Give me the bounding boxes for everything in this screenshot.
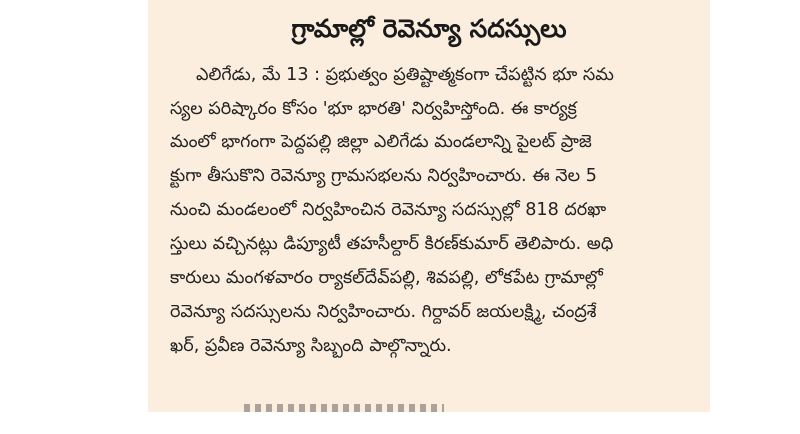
article-line-5: నుంచి మండలంలో నిర్వహించిన రెవెన్యూ సదస్సుల్లో 818 దరఖా: [170, 200, 607, 220]
article-headline: గ్రామాల్లో రెవెన్యూ సదస్సులు: [291, 14, 567, 43]
article-line-9: ఖర్, ప్రవీణ రెవెన్యూ సిబ్బంది పాల్గొన్నారు.: [170, 336, 452, 356]
cut-off-next-article-edge: [244, 404, 444, 412]
newspaper-clipping: [148, 0, 710, 412]
article-line-7: కారులు మంగళవారం ర్యాకల్‌దేవ్‌పల్లి, శివపల్లి, లోకపేట గ్రామాల్లో: [170, 268, 603, 288]
article-line-4: క్టుగా తీసుకొని రెవెన్యూ గ్రామసభలను నిర్వహించారు. ఈ నెల 5: [170, 166, 597, 186]
article-line-1: ఎలిగేడు, మే 13 : ప్రభుత్వం ప్రతిష్టాత్మకంగా చేపట్టిన భూ సమ: [196, 65, 614, 85]
article-line-2: స్యల పరిష్కారం కోసం 'భూ భారతి' నిర్వహిస్తోంది. ఈ కార్యక్ర: [170, 99, 577, 119]
article-line-3: మంలో భాగంగా పెద్దపల్లి జిల్లా ఎలిగేడు మండలాన్ని పైలట్ ప్రాజె: [170, 132, 592, 152]
article-line-8: రెవెన్యూ సదస్సులను నిర్వహించారు. గిర్దావర్ జయలక్ష్మి, చంద్రశే: [170, 302, 597, 322]
article-line-6: స్తులు వచ్చినట్లు డిప్యూటీ తహసీల్దార్ కిరణ్‌కుమార్ తెలిపారు. అధి: [170, 234, 614, 254]
